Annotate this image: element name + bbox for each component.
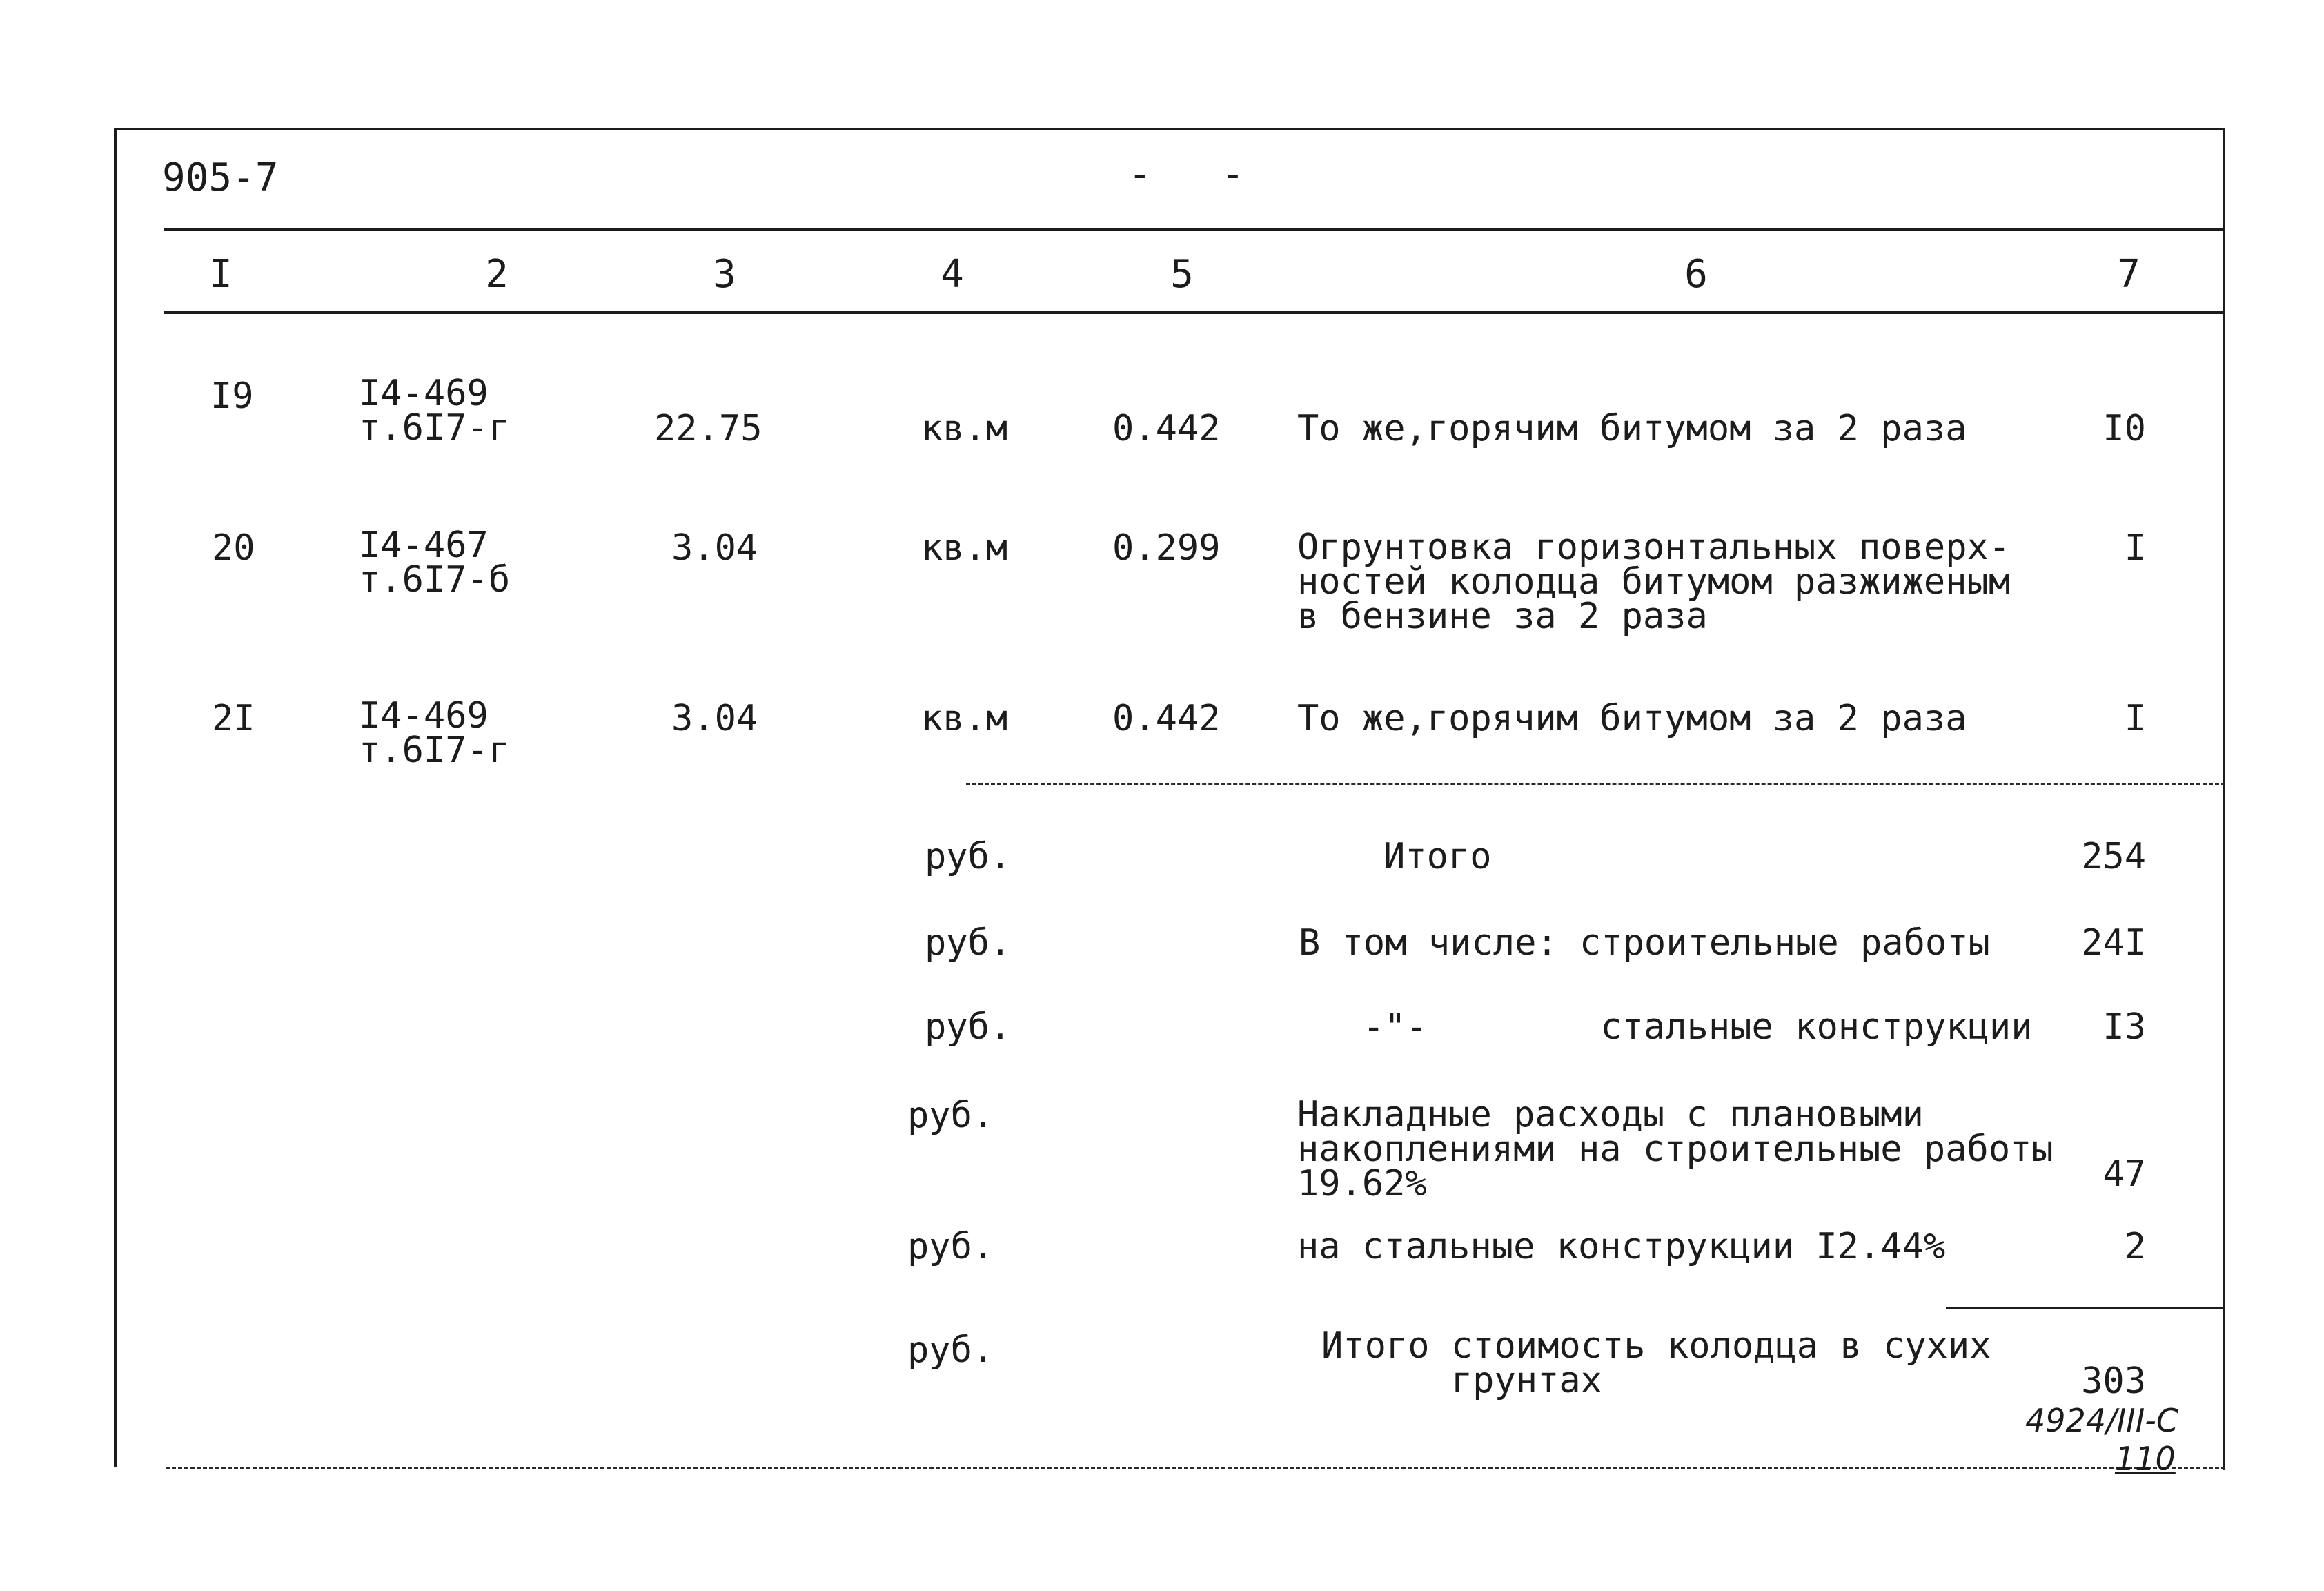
column-header-6: 6 xyxy=(1684,252,1708,297)
row-19-rate: 0.442 xyxy=(1112,408,1221,449)
row-21-cost: I xyxy=(2124,698,2146,739)
document-number: 905-7 xyxy=(162,155,279,200)
row-20-cost: I xyxy=(2124,527,2146,569)
summary-total-cost: 254 xyxy=(2081,836,2146,877)
archive-stamp-number: 4924/III-С xyxy=(2025,1402,2178,1439)
summary-overhead-steel-unit: руб. xyxy=(907,1226,994,1267)
row-19-description: То же,горячим битумом за 2 раза xyxy=(1297,408,1967,449)
row-20-unit: кв.м xyxy=(921,527,1008,569)
column-header-2: 2 xyxy=(485,252,509,297)
summary-grand-total-unit: руб. xyxy=(907,1329,994,1371)
row-20-code: I4-467 т.6I7-б xyxy=(359,525,511,601)
summary-overhead-unit: руб. xyxy=(907,1095,994,1136)
row-21-description: То же,горячим битумом за 2 раза xyxy=(1297,698,1967,739)
summary-grand-total-cost: 303 xyxy=(2081,1360,2146,1402)
archive-stamp-page: 110 xyxy=(2115,1440,2176,1477)
summary-steel-label: -"- стальные конструкции xyxy=(1363,1006,2033,1048)
row-21-unit: кв.м xyxy=(921,698,1008,739)
summary-construction-unit: руб. xyxy=(925,922,1012,964)
row-20-quantity: 3.04 xyxy=(671,527,758,569)
row-19-code: I4-469 т.6I7-г xyxy=(359,373,511,449)
page-marks: - - xyxy=(1128,152,1245,197)
summary-grand-total-label: Итого стоимость колодца в сухих грунтах xyxy=(1321,1325,1991,1401)
summary-total-unit: руб. xyxy=(925,836,1012,877)
frame-left-border xyxy=(114,128,117,1467)
header-top-rule xyxy=(164,228,2225,231)
summary-overhead-label: Накладные расходы с плановыми накоплениями на строительные работы 19.62% xyxy=(1297,1094,2054,1204)
row-19-quantity: 22.75 xyxy=(654,408,762,449)
column-header-7: 7 xyxy=(2117,252,2140,297)
row-21-code: I4-469 т.6I7-г xyxy=(359,695,511,771)
summary-construction-label: В том числе: строительные работы xyxy=(1299,922,1990,964)
row-21-number: 2I xyxy=(212,698,255,739)
summary-overhead-cost: 47 xyxy=(2103,1153,2146,1195)
row-21-quantity: 3.04 xyxy=(671,698,758,739)
column-header-5: 5 xyxy=(1170,252,1194,297)
summary-steel-unit: руб. xyxy=(925,1006,1012,1048)
row-19-unit: кв.м xyxy=(921,408,1008,449)
column-header-4: 4 xyxy=(941,252,964,297)
row-21-rate: 0.442 xyxy=(1112,698,1221,739)
frame-top-border xyxy=(114,128,2225,130)
row-20-number: 20 xyxy=(212,527,255,569)
bottom-dashed-border xyxy=(166,1467,2225,1469)
column-header-1: I xyxy=(209,252,233,297)
frame-right-border xyxy=(2223,128,2225,1470)
summary-overhead-steel-label: на стальные конструкции I2.44% xyxy=(1297,1226,1946,1267)
row-20-description: Огрунтовка горизонтальных поверх- ностей колодца битумом разжиженым в бензине за 2 раза xyxy=(1297,527,2011,637)
header-bottom-rule xyxy=(164,311,2225,314)
total-rule xyxy=(1946,1307,2225,1309)
row-20-rate: 0.299 xyxy=(1112,527,1221,569)
row-19-number: I9 xyxy=(210,375,254,417)
column-header-3: 3 xyxy=(713,252,736,297)
summary-total-label: Итого xyxy=(1383,836,1492,877)
row-19-cost: I0 xyxy=(2103,408,2146,449)
summary-construction-cost: 24I xyxy=(2081,922,2146,964)
summary-overhead-steel-cost: 2 xyxy=(2124,1226,2146,1267)
summary-steel-cost: I3 xyxy=(2103,1006,2146,1048)
table-dashed-separator xyxy=(966,783,2225,785)
